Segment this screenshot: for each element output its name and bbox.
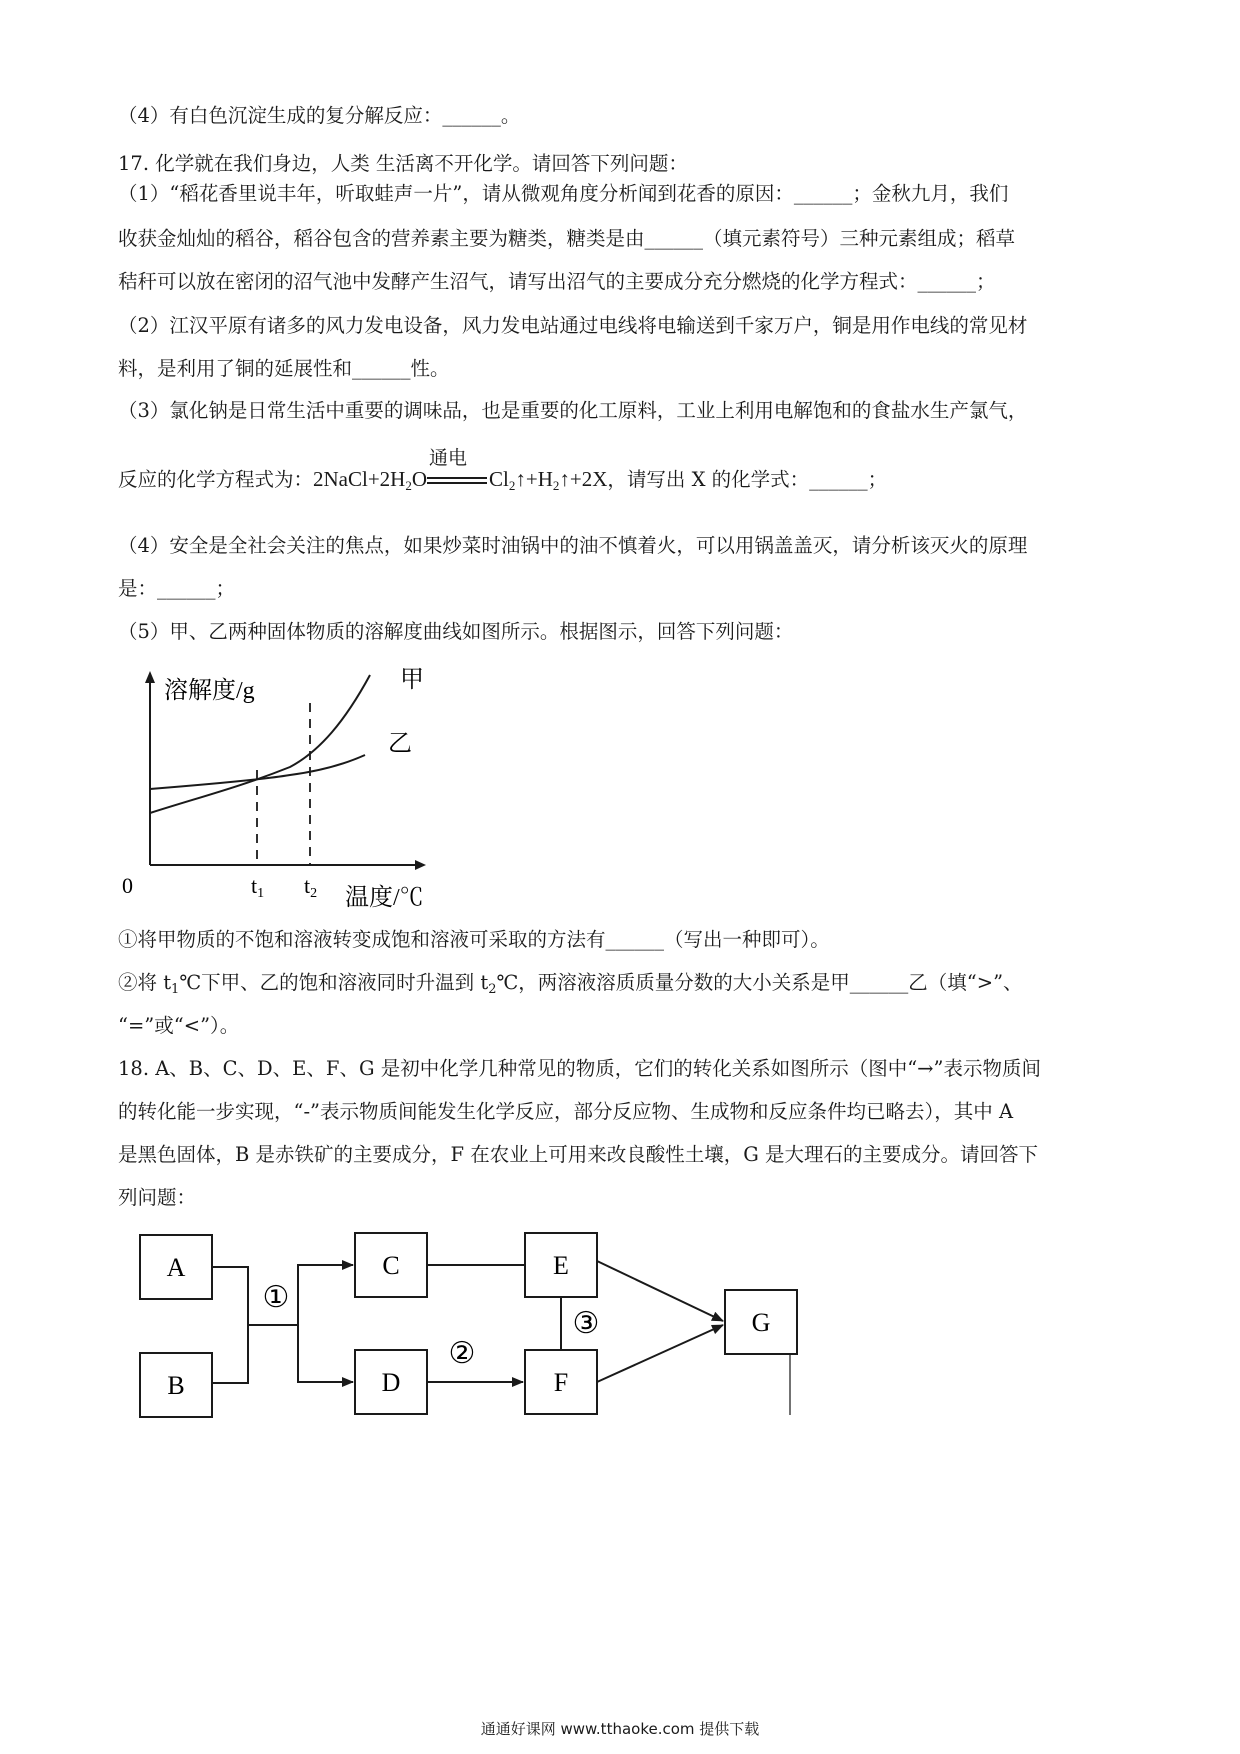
origin-label: 0 (122, 873, 133, 898)
q17-p4-line1: （4）安全是全社会关注的焦点，如果炒菜时油锅中的油不慎着火，可以用锅盖盖灭，请分析该灭火的原理 (118, 534, 1028, 557)
q17-p3-line1: （3）氯化钠是日常生活中重要的调味品，也是重要的化工原料，工业上利用电解饱和的食盐水生产氯气， (118, 399, 1028, 422)
q18-line4: 列问题： (118, 1186, 197, 1209)
chemical-equation (313, 448, 608, 493)
label-d: D (381, 1368, 401, 1397)
arrow-e-g (597, 1261, 723, 1321)
x-axis-arrow (415, 860, 426, 870)
x-axis-label: 温度/℃ (345, 885, 424, 911)
eq-cl-sub: 2 (508, 478, 516, 493)
eq-end: ↑+2X (559, 467, 608, 491)
q17-p2-line1: （2）江汉平原有诸多的风力发电设备，风力发电站通过电线将电输送到千家万户，铜是用作电线的常见材 (118, 314, 1028, 337)
label-c: C (382, 1251, 400, 1280)
reaction-1-label: ① (262, 1281, 290, 1314)
reaction-3-label: ③ (572, 1307, 600, 1340)
label-f: F (553, 1368, 569, 1397)
eq-condition-sign (427, 448, 489, 495)
q16-item4: （4）有白色沉淀生成的复分解反应：______。 (118, 104, 521, 127)
ab-bracket (212, 1267, 248, 1383)
eq-left: 2NaCl+2H (313, 467, 406, 491)
y-axis-arrow (145, 671, 155, 683)
q18-line2: 的转化能一步实现，“-”表示物质间能发生化学反应，部分反应物、生成物和反应条件均已略去），其中 A (118, 1100, 1014, 1123)
q17-p1-line1: （1）“稻花香里说丰年，听取蛙声一片”，请从微观角度分析闻到花香的原因：______；金秋九月，我们 (118, 182, 1009, 205)
q17-p4-line2: 是：______； (118, 577, 236, 600)
eq-mid: ↑+H (515, 467, 553, 491)
q18-line3: 是黑色固体，B 是赤铁矿的主要成分，F 在农业上可用来改良酸性土壤，G 是大理石的主要成分。请回答下 (118, 1143, 1039, 1166)
equation-suffix: ，请写出 X 的化学式：______； (607, 468, 888, 491)
label-g: G (751, 1308, 771, 1337)
arrow-to-d (298, 1325, 353, 1382)
q18-line1: 18. A、B、C、D、E、F、G 是初中化学几种常见的物质，它们的转化关系如图所示（图中“→”表示物质间 (118, 1057, 1041, 1080)
q17-p3-equation-line (118, 448, 888, 500)
eq-cl: Cl (489, 467, 509, 491)
label-b: B (167, 1371, 185, 1400)
q17-p1-line3: 秸秆可以放在密闭的沼气池中发酵产生沼气，请写出沼气的主要成分充分燃烧的化学方程式：______； (118, 270, 996, 293)
arrow-f-g (597, 1325, 723, 1382)
label-a: A (166, 1253, 186, 1282)
y-axis-label: 溶解度/g (164, 678, 255, 704)
arrow-to-c (298, 1265, 353, 1325)
q17-stem: 17. 化学就在我们身边，人类 生活离不开化学。请回答下列问题： (118, 152, 688, 175)
eq-sub: 2 (405, 478, 412, 493)
curve-yi-label: 乙 (388, 731, 412, 757)
label-e: E (553, 1251, 569, 1280)
curve-jia-label: 甲 (400, 667, 424, 693)
t1-label: t1 (251, 873, 265, 901)
page-footer: 通通好课网 www.tthaoke.com 提供下载 (480, 1720, 760, 1738)
eq-h-sub: 2 (552, 478, 560, 493)
equation-prefix: 反应的化学方程式为： (118, 468, 314, 491)
t2-label: t2 (304, 873, 318, 901)
solubility-graph (122, 665, 530, 925)
q17-p5: （5）甲、乙两种固体物质的溶解度曲线如图所示。根据图示，回答下列问题： (118, 620, 794, 643)
q17-sub2-line1: ②将 $t_1℃$下甲、乙的饱和溶液同时升温到 $t_2℃$，两溶液溶质质量分数的大小关系是甲______乙（填“>”、 (118, 971, 1023, 997)
q17-p1-line2: 收获金灿灿的稻谷，稻谷包含的营养素主要为糖类，糖类是由______（填元素符号）三种元素组成；稻草 (118, 227, 1016, 250)
reaction-2-label: ② (448, 1337, 476, 1370)
conversion-diagram (140, 1225, 900, 1435)
eq-o: O (411, 467, 428, 491)
eq-condition: 通电 (429, 448, 468, 470)
q17-sub1: ①将甲物质的不饱和溶液转变成饱和溶液可采取的方法有______（写出一种即可）。 (118, 928, 830, 951)
q17-sub2-line2: “=”或“<”）。 (118, 1014, 240, 1037)
q17-p2-line2: 料，是利用了铜的延展性和______性。 (118, 357, 450, 380)
